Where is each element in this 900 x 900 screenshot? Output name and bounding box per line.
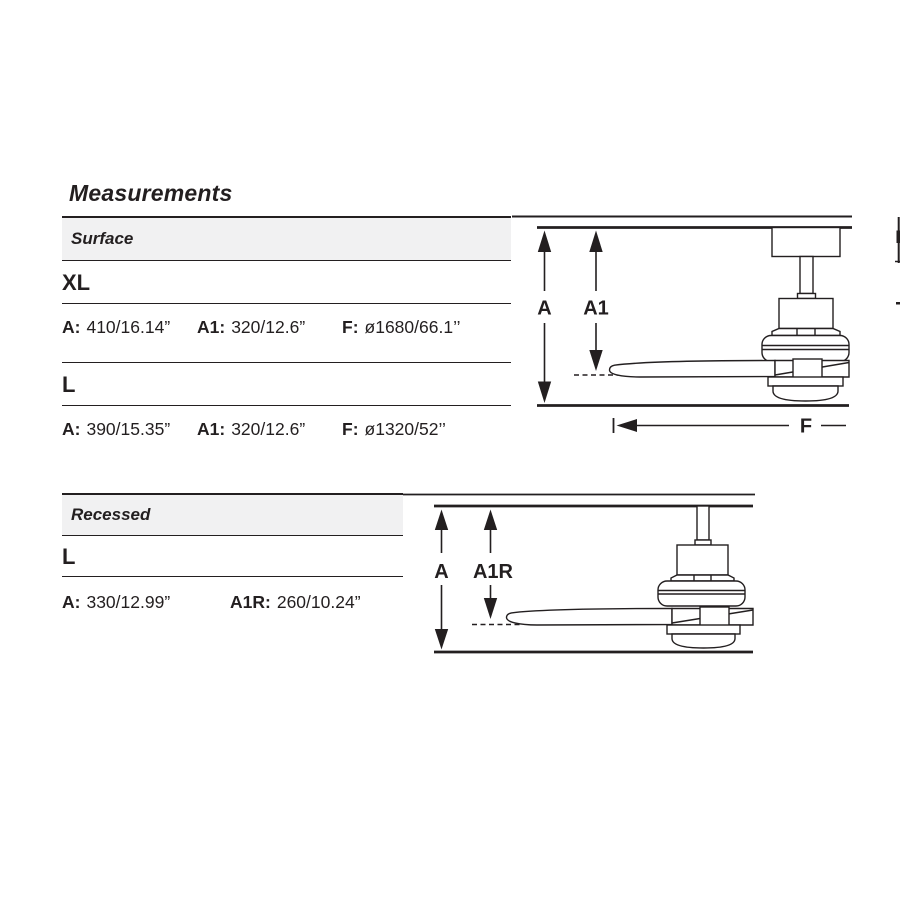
downrod [697, 506, 709, 540]
downrod-coupling [798, 294, 816, 299]
surface-diagram [512, 210, 900, 438]
surface-spec-table [62, 216, 511, 440]
dimension-arrow-a1r [473, 510, 514, 620]
cropped-figure-edge [895, 217, 900, 305]
fan-blade-left [507, 609, 673, 626]
measure-f: F: ø1320/52’’ [342, 419, 446, 439]
page-title: Measurements [69, 180, 233, 206]
ceiling-fan-surface [610, 228, 850, 402]
measure-a1: A1: 320/12.6” [197, 317, 306, 337]
measure-a: A: 330/12.99” [62, 592, 171, 612]
light-kit-mount [667, 625, 740, 634]
dimension-arrow-f [614, 416, 847, 438]
motor-flange [671, 575, 734, 581]
motor-housing [762, 336, 849, 362]
measurement-row-xl [62, 304, 511, 363]
downrod [800, 257, 813, 294]
dimension-arrow-a [537, 231, 551, 404]
size-label-l: L [62, 363, 511, 406]
downrod-coupling [695, 540, 711, 545]
dimension-arrow-a [434, 510, 448, 650]
recessed-table-header: Recessed [62, 495, 403, 536]
label-f: F [799, 415, 813, 438]
label-a1r: A1R [472, 561, 514, 583]
label-a: A [537, 297, 552, 320]
motor-top [677, 545, 728, 575]
measurement-row-recessed-l [62, 577, 403, 613]
measure-a1r: A1R: 260/10.24” [230, 592, 361, 612]
measure-a: A: 410/16.14” [62, 317, 171, 337]
measure-a1: A1: 320/12.6” [197, 419, 306, 439]
blade-hub [700, 607, 729, 627]
light-kit-glass [773, 386, 838, 401]
canopy [772, 228, 840, 257]
recessed-spec-table [62, 493, 403, 613]
recessed-diagram [400, 487, 900, 659]
measure-a: A: 390/15.35” [62, 419, 171, 439]
light-kit-glass [672, 634, 735, 648]
motor-flange [772, 329, 840, 336]
fan-blade-left [610, 361, 776, 378]
size-label-l: L [62, 536, 403, 577]
light-kit-mount [768, 377, 843, 386]
surface-table-header: Surface [62, 218, 511, 261]
size-label-xl: XL [62, 261, 511, 304]
measurement-row-l [62, 406, 511, 440]
label-a: A [434, 561, 449, 583]
label-a1: A1 [583, 297, 609, 320]
measure-f: F: ø1680/66.1’’ [342, 317, 461, 337]
dimension-arrow-a1 [583, 231, 609, 372]
ceiling-fan-recessed [507, 506, 754, 648]
motor-top [779, 299, 833, 329]
